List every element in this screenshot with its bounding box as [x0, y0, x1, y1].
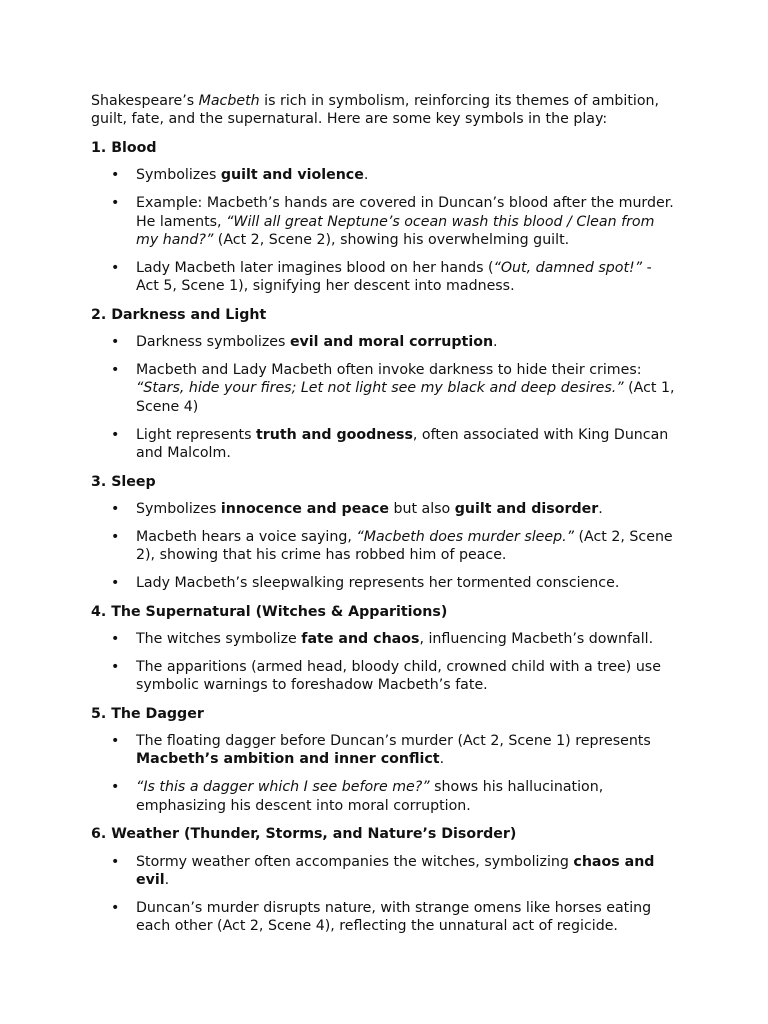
item-text: The witches symbolize	[136, 630, 302, 647]
bullet-icon: •	[111, 899, 120, 916]
list-item	[91, 574, 678, 592]
item-emphasis: truth and goodness	[256, 426, 413, 443]
section-heading-darkness-light: 2. Darkness and Light	[91, 306, 267, 323]
item-text: (Act 1, Scene 4)	[136, 380, 675, 415]
intro-text-end: is rich in symbolism, reinforcing its themes of ambition, guilt, fate, and the supernatural. Here are some key symbols in the play:	[91, 93, 660, 128]
item-text: but also	[388, 500, 455, 517]
item-text: .	[439, 751, 445, 768]
item-text: Example: Macbeth’s hands are covered in Duncan’s blood after the murder. He laments,	[136, 195, 674, 230]
item-emphasis: guilt and disorder	[454, 500, 599, 517]
item-text: Duncan’s murder disrupts nature, with strange omens like horses eating each other (Act 2, Scene 4), reflecting the unnatural act of regicide.	[136, 899, 652, 935]
bullet-icon: •	[111, 733, 120, 750]
bullet-icon: •	[111, 779, 120, 796]
item-quote: “Stars, hide your fires; Let not light see my black and deep desires.”	[136, 380, 624, 397]
section-list-weather	[91, 853, 678, 936]
section-heading-blood: 1. Blood	[91, 139, 157, 156]
section-list-sleep	[91, 500, 678, 593]
item-text: Lady Macbeth later imagines blood on her hands (	[136, 259, 494, 276]
item-text: The apparitions (armed head, bloody child, crowned child with a tree) use symbolic warnings to foreshadow Macbeth’s fate.	[136, 658, 661, 694]
list-item	[91, 194, 678, 249]
item-quote: “Out, damned spot!”	[493, 259, 643, 276]
item-text: shows his hallucination, emphasizing his descent into moral corruption.	[136, 779, 604, 814]
list-item	[91, 658, 678, 695]
bullet-icon: •	[111, 426, 120, 443]
list-item	[91, 361, 678, 416]
section-heading-sleep: 3. Sleep	[91, 473, 156, 490]
item-emphasis: evil and moral corruption	[289, 334, 494, 351]
bullet-icon: •	[111, 361, 120, 378]
list-item	[91, 426, 678, 463]
section-list-supernatural	[91, 630, 678, 695]
item-text: Macbeth hears a voice saying,	[136, 528, 357, 545]
bullet-icon: •	[111, 528, 120, 545]
intro-paragraph	[91, 92, 678, 129]
item-emphasis: guilt and violence	[220, 167, 364, 184]
item-text: Macbeth and Lady Macbeth often invoke darkness to hide their crimes:	[136, 361, 642, 378]
list-item	[91, 166, 678, 184]
section-list-dagger	[91, 732, 678, 815]
bullet-icon: •	[111, 575, 120, 592]
bullet-icon: •	[111, 334, 120, 351]
item-emphasis: chaos and evil	[136, 853, 655, 888]
section-list-blood	[91, 166, 678, 295]
item-quote: “Will all great Neptune’s ocean wash this blood / Clean from my hand?”	[136, 213, 655, 248]
item-emphasis: Macbeth’s ambition and inner conflict	[136, 751, 440, 768]
item-text: The floating dagger before Duncan’s murder (Act 2, Scene 1) represents	[136, 733, 651, 750]
item-text: Darkness symbolizes	[136, 334, 290, 351]
item-text: .	[598, 500, 603, 517]
bullet-icon: •	[111, 658, 120, 675]
item-text: Lady Macbeth’s sleepwalking represents her tormented conscience.	[136, 575, 620, 592]
item-quote: “Is this a dagger which I see before me?”	[136, 779, 430, 796]
item-text: (Act 2, Scene 2), showing that his crime has robbed him of peace.	[136, 528, 673, 564]
section-heading-supernatural: 4. The Supernatural (Witches & Apparitions)	[91, 603, 448, 620]
list-item	[91, 899, 678, 936]
section-list-darkness-light	[91, 333, 678, 462]
item-emphasis: innocence and peace	[220, 500, 389, 517]
play-title: Macbeth	[198, 93, 260, 109]
bullet-icon: •	[111, 853, 120, 870]
bullet-icon: •	[111, 167, 120, 184]
item-text: .	[363, 167, 369, 184]
section-heading-weather: 6. Weather (Thunder, Storms, and Nature’s Disorder)	[91, 826, 517, 843]
item-text: Light represents	[136, 426, 256, 443]
item-text: Symbolizes	[136, 500, 221, 517]
list-item	[91, 778, 678, 815]
item-text: (Act 2, Scene 2), showing his overwhelming guilt.	[213, 231, 570, 248]
list-item	[91, 630, 678, 648]
item-emphasis: fate and chaos	[301, 630, 420, 647]
bullet-icon: •	[111, 259, 120, 276]
item-text: , influencing Macbeth’s downfall.	[419, 630, 654, 647]
bullet-icon: •	[111, 500, 120, 517]
list-item	[91, 259, 678, 296]
list-item	[91, 333, 678, 351]
item-text: , often associated with King Duncan and Malcolm.	[136, 426, 669, 462]
item-text: Stormy weather often accompanies the witches, symbolizing	[136, 853, 574, 870]
item-text: .	[493, 334, 498, 351]
bullet-icon: •	[111, 195, 120, 212]
list-item	[91, 500, 678, 518]
item-text: - Act 5, Scene 1), signifying her descent into madness.	[136, 259, 652, 295]
item-text: Symbolizes	[136, 167, 221, 184]
list-item	[91, 732, 678, 769]
list-item	[91, 853, 678, 890]
list-item	[91, 528, 678, 565]
item-quote: “Macbeth does murder sleep.”	[356, 528, 574, 545]
section-heading-dagger: 5. The Dagger	[91, 705, 204, 722]
intro-text-start: Shakespeare’s	[91, 93, 199, 109]
item-text: .	[164, 872, 170, 888]
bullet-icon: •	[111, 630, 120, 647]
